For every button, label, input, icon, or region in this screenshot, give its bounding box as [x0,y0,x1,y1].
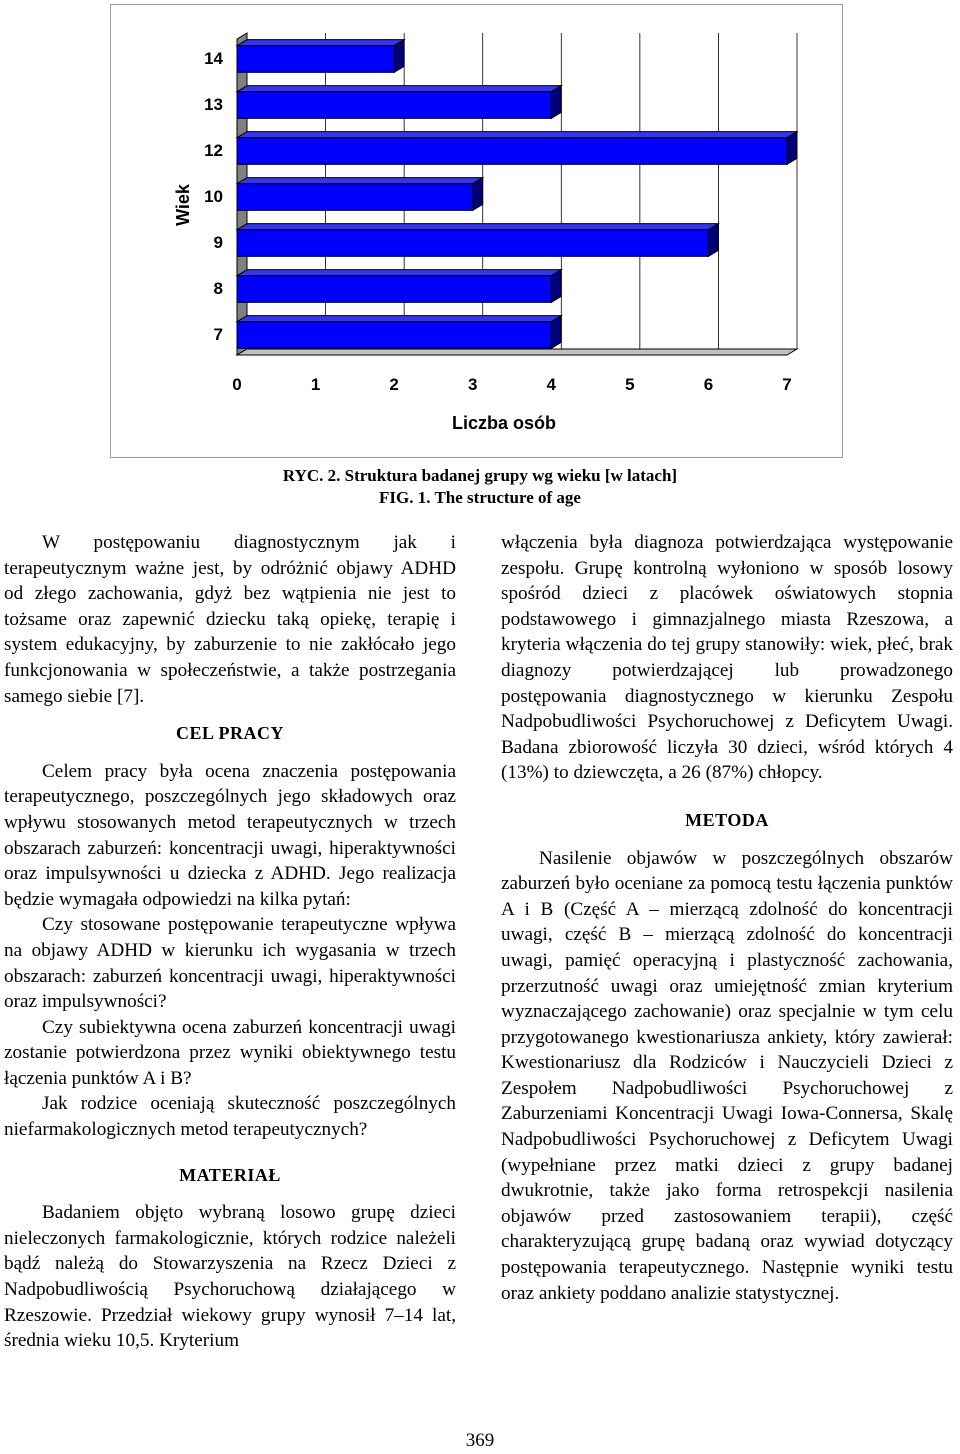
question-2: Czy subiektywna ocena zaburzeń koncentracji uwagi zostanie potwierdzona przez wyniki obiektywnego testu łączenia punktów A i B? [4,1016,456,1089]
bar-end-12 [787,132,797,165]
bar-top-8 [237,270,561,276]
chart-canvas [111,5,844,459]
bar-8 [237,276,551,303]
x-axis-title: Liczba osób [451,413,557,433]
bar-top-9 [237,224,718,230]
intro-paragraph: W postępowaniu diagnostycznym jak i terapeutycznym ważne jest, by odróżnić objawy ADHD od złego zachowania, gdyż bez wątpienia nie jest to tożsame oraz zapewnić dziecku taką opiekę, terapię i system edukacyjny, by zaburzenie to nie zakłócało jego funkcjonowania w społeczeństwie, a także postrzegania samego siebie [7]. [4,532,456,707]
y-axis-title: Wiek [173,184,193,226]
x-tick-label: 2 [389,375,399,394]
figure-caption-en: FIG. 1. The structure of age [379,488,581,507]
left-column [4,530,456,1354]
material-paragraph: Badaniem objęto wybraną losowo grupę dzieci nieleczonych farmakologicznie, których rodzice należeli bądź należą do Stowarzyszenia na Rzecz Dzieci z Nadpobudliwością Psychoruchową działającego w Rzeszowie. Przedział wiekowy grupy wynosił 7–14 lat, średnia wieku 10,5. Kryterium [4,1202,456,1352]
x-tick-label: 1 [310,375,321,394]
bar-7 [237,322,551,349]
material-heading: MATERIAŁ [179,1164,281,1185]
question-3: Jak rodzice oceniają skuteczność poszczególnych niefarmakologicznych metod terapeutycznych? [4,1093,456,1141]
bar-end-8 [551,270,561,303]
bar-end-13 [551,86,561,119]
x-tick-label: 4 [546,375,557,394]
inclusion-paragraph: włączenia była diagnoza potwierdzająca występowanie zespołu. Grupę kontrolną wyłoniono w sposób losowy spośród dzieci z placówek oświatowych stopnia podstawowego i gimnazjalnego miasta Rzeszowa, a kryteria włączenia do tej grupy stanowiły: wiek, płeć, brak diagnozy potwierdzającej lub prowadzonego postępowania diagnostycznego w kierunku Zespołu Nadpobudliwości Psychoruchowej z Deficytem Uwagi. Badana zbiorowość liczyła 30 dzieci, wśród których 4 (13%) to dziewczęta, a 26 (87%) chłopcy. [501,532,953,784]
bar-top-14 [237,40,404,46]
y-tick-label: 13 [204,95,223,114]
bar-end-10 [473,178,483,211]
bar-10 [237,184,473,211]
y-tick-label: 14 [204,49,223,68]
bar-top-7 [237,316,561,322]
bar-end-14 [394,40,404,73]
figure-caption-pl: RYC. 2. Struktura badanej grupy wg wieku [w latach] [282,466,678,485]
bar-12 [237,138,787,165]
y-tick-label: 12 [204,141,223,160]
metoda-heading: METODA [685,809,769,830]
cel-pracy-heading: CEL PRACY [175,723,284,744]
x-tick-label: 0 [232,375,242,394]
x-tick-label: 3 [467,375,478,394]
bar-9 [237,230,708,257]
page-number: 369 [465,1430,495,1451]
bar-end-9 [708,224,718,257]
bar-end-7 [551,316,561,349]
bar-top-13 [237,86,561,92]
bar-top-10 [237,178,483,184]
y-tick-label: 10 [204,187,223,206]
chart-floor [237,349,797,355]
right-column [501,530,953,1306]
question-1: Czy stosowane postępowanie terapeutyczne wpływa na objawy ADHD w kierunku ich wygasania w trzech obszarach: zaburzeń koncentracji uwagi, hiperaktywności oraz impulsywności? [4,914,456,1013]
bar-13 [237,92,551,119]
y-tick-label: 9 [213,233,223,252]
y-tick-label: 7 [213,325,223,344]
bar-14 [237,46,394,73]
x-tick-label: 5 [625,375,635,394]
y-tick-label: 8 [213,279,223,298]
x-tick-label: 6 [703,375,714,394]
cel-paragraph: Celem pracy była ocena znaczenia postępowania terapeutycznego, poszczególnych jego składowych oraz wpływu stosowanych metod terapeutycznych w trzech obszarach zaburzeń: koncentracji uwagi, hiperaktywności oraz impulsywności u dziecka z ADHD. Jego realizacja będzie wymagała odpowiedzi na kilka pytań: [4,760,456,910]
metoda-paragraph: Nasilenie objawów w poszczególnych obszarów zaburzeń było oceniane za pomocą testu łączenia punktów A i B (Część A – mierzącą zdolność do koncentracji uwagi, część B – mierzącą zdolność do koncentracji uwagi, pamięć operacyjną i plastyczność zachowania, przerzutność uwagi oraz umiejętność zmian kryterium wyznaczającego zachowanie) oraz specjalnie w tym celu przygotowanego kwestionariusza ankiety, który zawierał: Kwestionariusz dla Rodziców i Nauczycieli Dzieci z Zespołem Nadpobudliwości Psychoruchowej z Zaburzeniami Koncentracji Uwagi Iowa-Connersa, Skalę Nadpobudliwości Psychoruchowej z Deficytem Uwagi (wypełniane przez matki dzieci z grupy badanej dwukrotnie, także jako forma retrospekcji nasilenia objawów przed zastosowaniem terapii), część charakteryzującą grupę badaną oraz wywiad dotyczący postępowania terapeutycznego. Następnie wyniki testu oraz ankiety poddano analizie statystycznej. [501,847,953,1304]
x-tick-label: 7 [782,375,792,394]
bar-top-12 [237,132,797,138]
age-structure-chart [110,4,843,458]
